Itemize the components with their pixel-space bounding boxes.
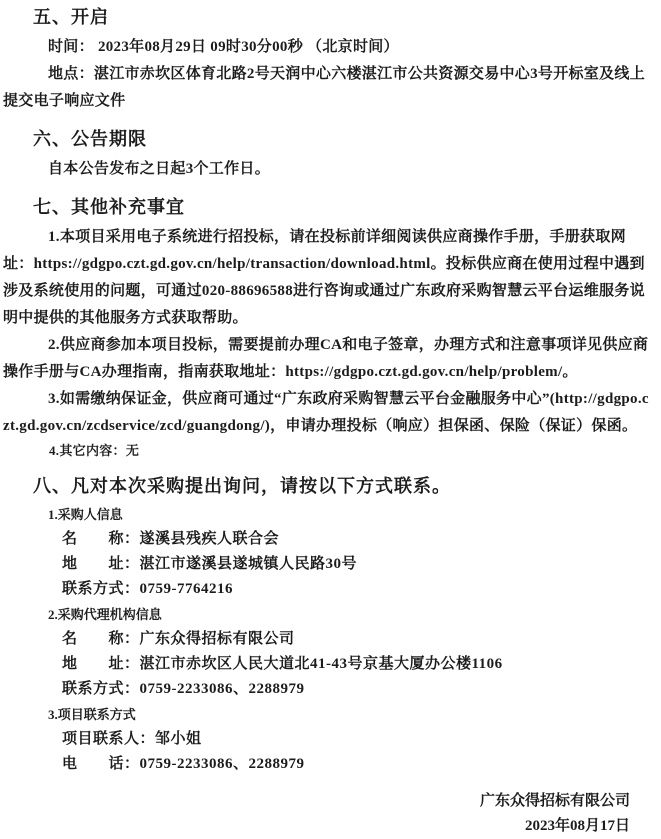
signature-date: 2023年08月17日 <box>524 818 630 834</box>
agency-info-title: 2.采购代理机构信息 <box>48 607 162 622</box>
purchaser-name: 名 称：遂溪县残疾人联合会 <box>62 531 280 547</box>
purchaser-contact: 联系方式：0759-7764216 <box>62 581 233 597</box>
project-contact-title: 3.项目联系方式 <box>48 707 136 722</box>
project-contact-person: 项目联系人：邹小姐 <box>62 731 202 747</box>
opening-location-line: 地点：湛江市赤坎区体育北路2号天润中心六楼湛江市公共资源交易中心3号开标室及线上提交电子响应文件 <box>3 66 646 109</box>
signature-block <box>3 789 655 839</box>
agency-name: 名 称：广东众得招标有限公司 <box>62 631 295 647</box>
supplement-item-3: 3.如需缴纳保证金，供应商可通过“广东政府采购智慧云平台金融服务中心”(http://gdgpo.czt.gd.gov.cn/zcdservice/zcd/guangdong/)，申请办理投标（响应）担保函、保险（保证）保函。 <box>3 391 649 434</box>
notice-period-line: 自本公告发布之日起3个工作日。 <box>48 161 271 177</box>
purchaser-address: 地 址：湛江市遂溪县遂城镇人民路30号 <box>62 556 358 572</box>
supplement-item-1: 1.本项目采用电子系统进行招投标，请在投标前详细阅读供应商操作手册，手册获取网址：https://gdgpo.czt.gd.gov.cn/help/transaction/download.html。投标供应商在使用过程中遇到涉及系统使用的问题，可通过020-88696588进行咨询或通过广东政府采购智慧云平台运维服务说明中提供的其他服务方式获取帮助。 <box>3 229 645 326</box>
opening-time-line: 时间： 2023年08月29日 09时30分00秒 （北京时间） <box>48 39 399 55</box>
supplement-item-2: 2.供应商参加本项目投标，需要提前办理CA和电子签章，办理方式和注意事项详见供应商操作手册与CA办理指南，指南获取地址：https://gdgpo.czt.gd.gov.cn/help/problem/。 <box>3 337 649 380</box>
agency-contact: 联系方式：0759-2233086、2288979 <box>62 681 305 697</box>
section7-heading: 七、其他补充事宜 <box>33 197 185 217</box>
agency-address: 地 址：湛江市赤坎区人民大道北41-43号京基大厦办公楼1106 <box>62 656 503 672</box>
signature-company: 广东众得招标有限公司 <box>479 793 630 809</box>
project-contact-phone: 电 话：0759-2233086、2288979 <box>62 756 305 772</box>
section5-heading: 五、开启 <box>33 7 109 27</box>
section6-heading: 六、公告期限 <box>33 129 147 149</box>
purchaser-info-title: 1.采购人信息 <box>48 507 123 522</box>
section8-heading: 八、凡对本次采购提出询问，请按以下方式联系。 <box>33 476 451 496</box>
supplement-item-4: 4.其它内容：无 <box>49 443 140 458</box>
